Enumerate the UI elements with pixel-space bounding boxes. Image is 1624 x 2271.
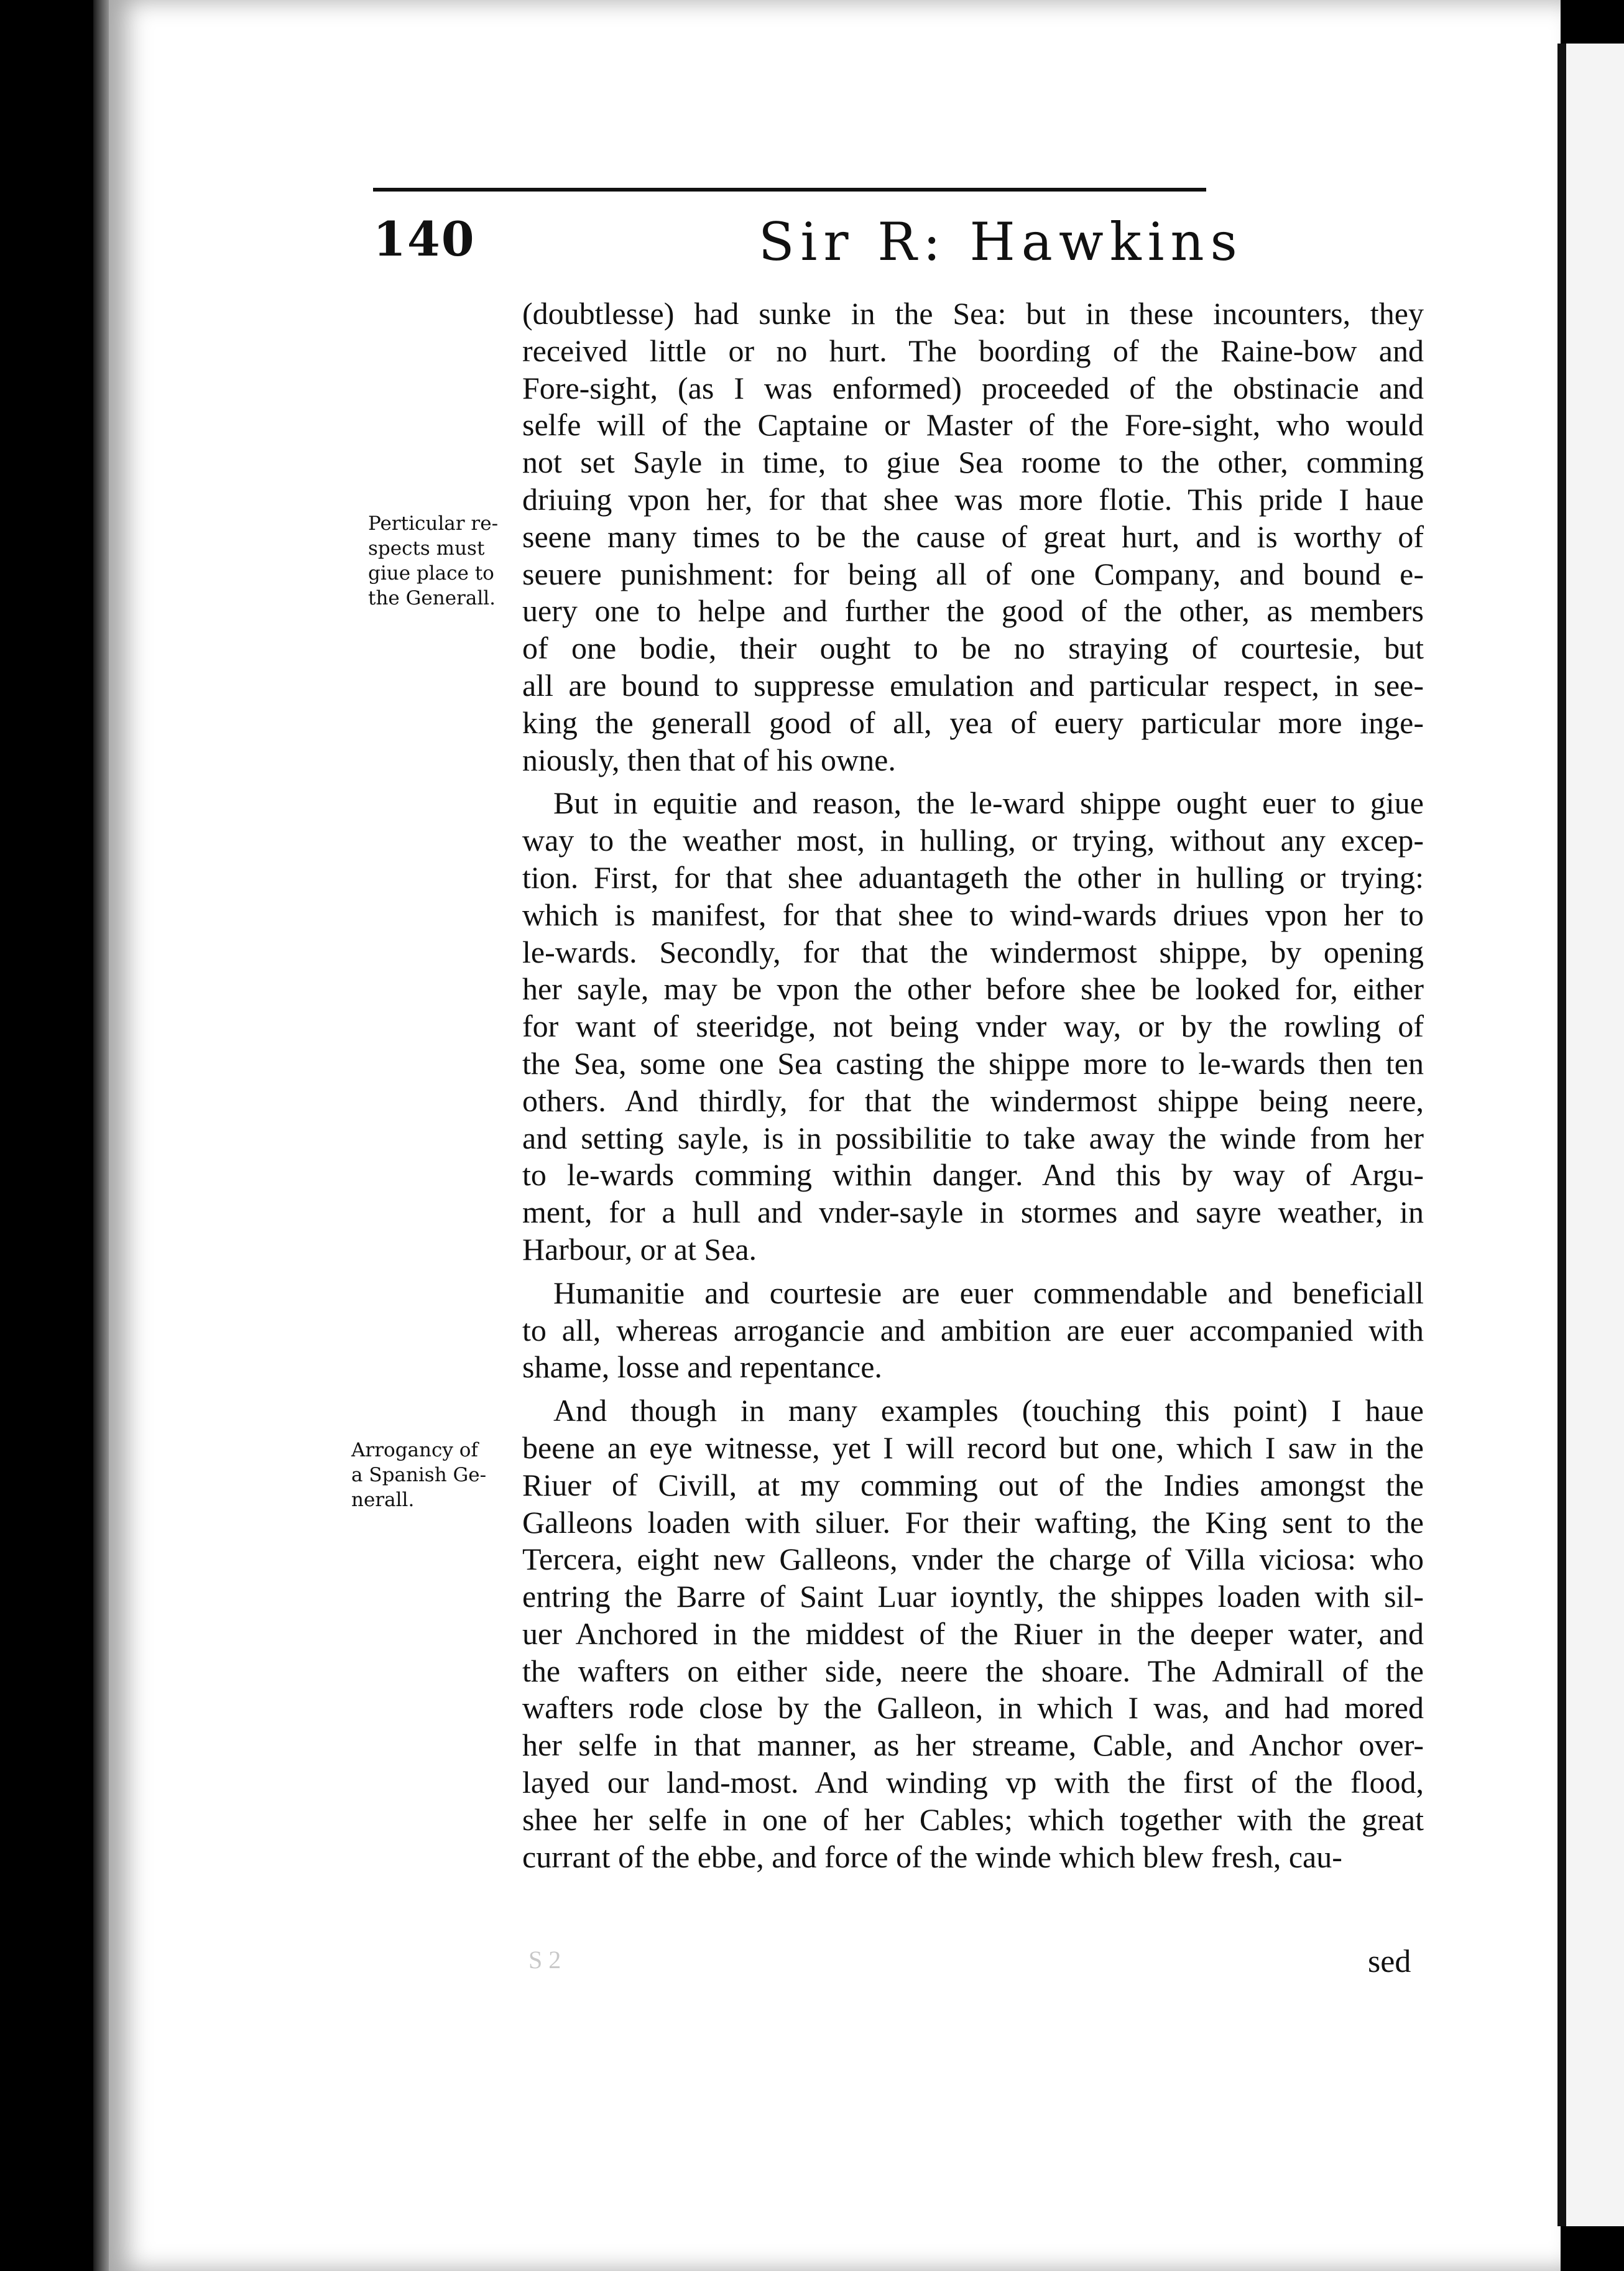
margin-note-line: spects must	[368, 537, 485, 560]
text-line: (doubtlesse) had sunke in the Sea: but in these incounters, they	[522, 296, 1424, 331]
page-number: 140	[373, 211, 476, 267]
paragraph-gap	[522, 1386, 1424, 1392]
text-line: tion. First, for that shee aduantageth the other in hulling or trying:	[522, 859, 1424, 895]
paragraph-gap	[522, 1269, 1424, 1275]
margin-note-line: Arrogancy of	[351, 1439, 478, 1461]
text-line: to all, whereas arrogancie and ambition are euer accompanied with	[522, 1312, 1424, 1348]
margin-note-line: the Generall.	[368, 587, 496, 609]
signature-mark: S 2	[528, 1946, 561, 1974]
margin-note-line: nerall.	[351, 1489, 415, 1511]
text-line: selfe will of the Captaine or Master of the Fore-sight, who would	[522, 407, 1424, 443]
text-line: the wafters on either side, neere the shoare. The Admirall of the	[522, 1653, 1424, 1688]
text-line: others. And thirdly, for that the windermost shippe being neere,	[522, 1083, 1424, 1118]
text-line: way to the weather most, in hulling, or trying, without any excep-	[522, 823, 1424, 858]
text-line: received little or no hurt. The boording of the Raine-bow and	[522, 333, 1424, 368]
facing-page-edge	[1557, 44, 1624, 2226]
margin-note	[351, 1438, 504, 1512]
text-line: driuing vpon her, for that shee was more flotie. This pride I haue	[522, 481, 1424, 517]
text-line: seene many times to be the cause of great hurt, and is worthy of	[522, 519, 1424, 554]
text-line: Riuer of Civill, at my comming out of the Indies amongst the	[522, 1467, 1424, 1502]
text-line: and setting sayle, is in possibilitie to take away the winde from her	[522, 1120, 1424, 1155]
margin-note-line: a Spanish Ge-	[351, 1464, 487, 1486]
text-line: ment, for a hull and vnder-sayle in stormes and sayre weather, in	[522, 1195, 1424, 1230]
text-line: Tercera, eight new Galleons, vnder the charge of Villa viciosa: who	[522, 1542, 1424, 1577]
text-line: niously, then that of his owne.	[522, 742, 896, 777]
text-line: uer Anchored in the middest of the Riuer in the deeper water, and	[522, 1616, 1424, 1651]
text-line: of one bodie, their ought to be no straying of courtesie, but	[522, 631, 1424, 666]
text-line: Harbour, or at Sea.	[522, 1231, 757, 1267]
text-line: king the generall good of all, yea of euery particular more inge-	[522, 705, 1424, 740]
text-line: seuere punishment: for being all of one Company, and bound e-	[522, 556, 1424, 591]
text-line: layed our land-most. And winding vp with the first of the flood,	[522, 1765, 1424, 1800]
text-line: wafters rode close by the Galleon, in which I was, and had mored	[522, 1690, 1424, 1726]
margin-note-line: giue place to	[368, 562, 494, 585]
text-line: Fore-sight, (as I was enformed) proceeded of the obstinacie and	[522, 370, 1424, 405]
text-line: which is manifest, for that shee to wind-wards driues vpon her to	[522, 897, 1424, 932]
text-line: Humanitie and courtesie are euer commendable and beneficiall	[553, 1275, 1424, 1310]
header-rule	[373, 188, 1206, 192]
text-line: beene an eye witnesse, yet I will record but one, which I saw in the	[522, 1430, 1424, 1465]
text-line: for want of steeridge, not being vnder way, or by the rowling of	[522, 1009, 1424, 1044]
text-line: But in equitie and reason, the le-ward shippe ought euer to giue	[553, 785, 1424, 821]
catchword: sed	[1368, 1944, 1411, 1979]
text-line: shee her selfe in one of her Cables; which together with the great	[522, 1802, 1424, 1837]
running-title: Sir R: Hawkins	[759, 211, 1243, 272]
page-header	[373, 211, 1243, 274]
text-line: the Sea, some one Sea casting the shippe more to le-wards then ten	[522, 1045, 1424, 1081]
margin-note	[368, 511, 520, 611]
text-line: le-wards. Secondly, for that the windermost shippe, by opening	[522, 934, 1424, 969]
text-line: shame, losse and repentance.	[522, 1349, 882, 1385]
text-line: not set Sayle in time, to giue Sea roome to the other, comming	[522, 445, 1424, 480]
text-line: to le-wards comming within danger. And this by way of Argu-	[522, 1157, 1424, 1193]
text-line: currant of the ebbe, and force of the winde which blew fresh, cau-	[522, 1839, 1342, 1874]
text-line: her selfe in that manner, as her streame, Cable, and Anchor over-	[522, 1728, 1424, 1763]
text-line: And though in many examples (touching this point) I haue	[553, 1393, 1424, 1428]
text-line: uery one to helpe and further the good of the other, as members	[522, 593, 1424, 629]
text-line: entring the Barre of Saint Luar ioyntly, the shippes loaden with sil-	[522, 1579, 1424, 1614]
text-line: Galleons loaden with siluer. For their wafting, the King sent to the	[522, 1504, 1424, 1540]
paragraph-gap	[522, 779, 1424, 785]
body-text	[522, 295, 1424, 1876]
text-line: her sayle, may be vpon the other before shee be looked for, either	[522, 971, 1424, 1007]
margin-note-line: Perticular re-	[368, 512, 499, 535]
text-line: all are bound to suppresse emulation and particular respect, in see-	[522, 667, 1424, 703]
